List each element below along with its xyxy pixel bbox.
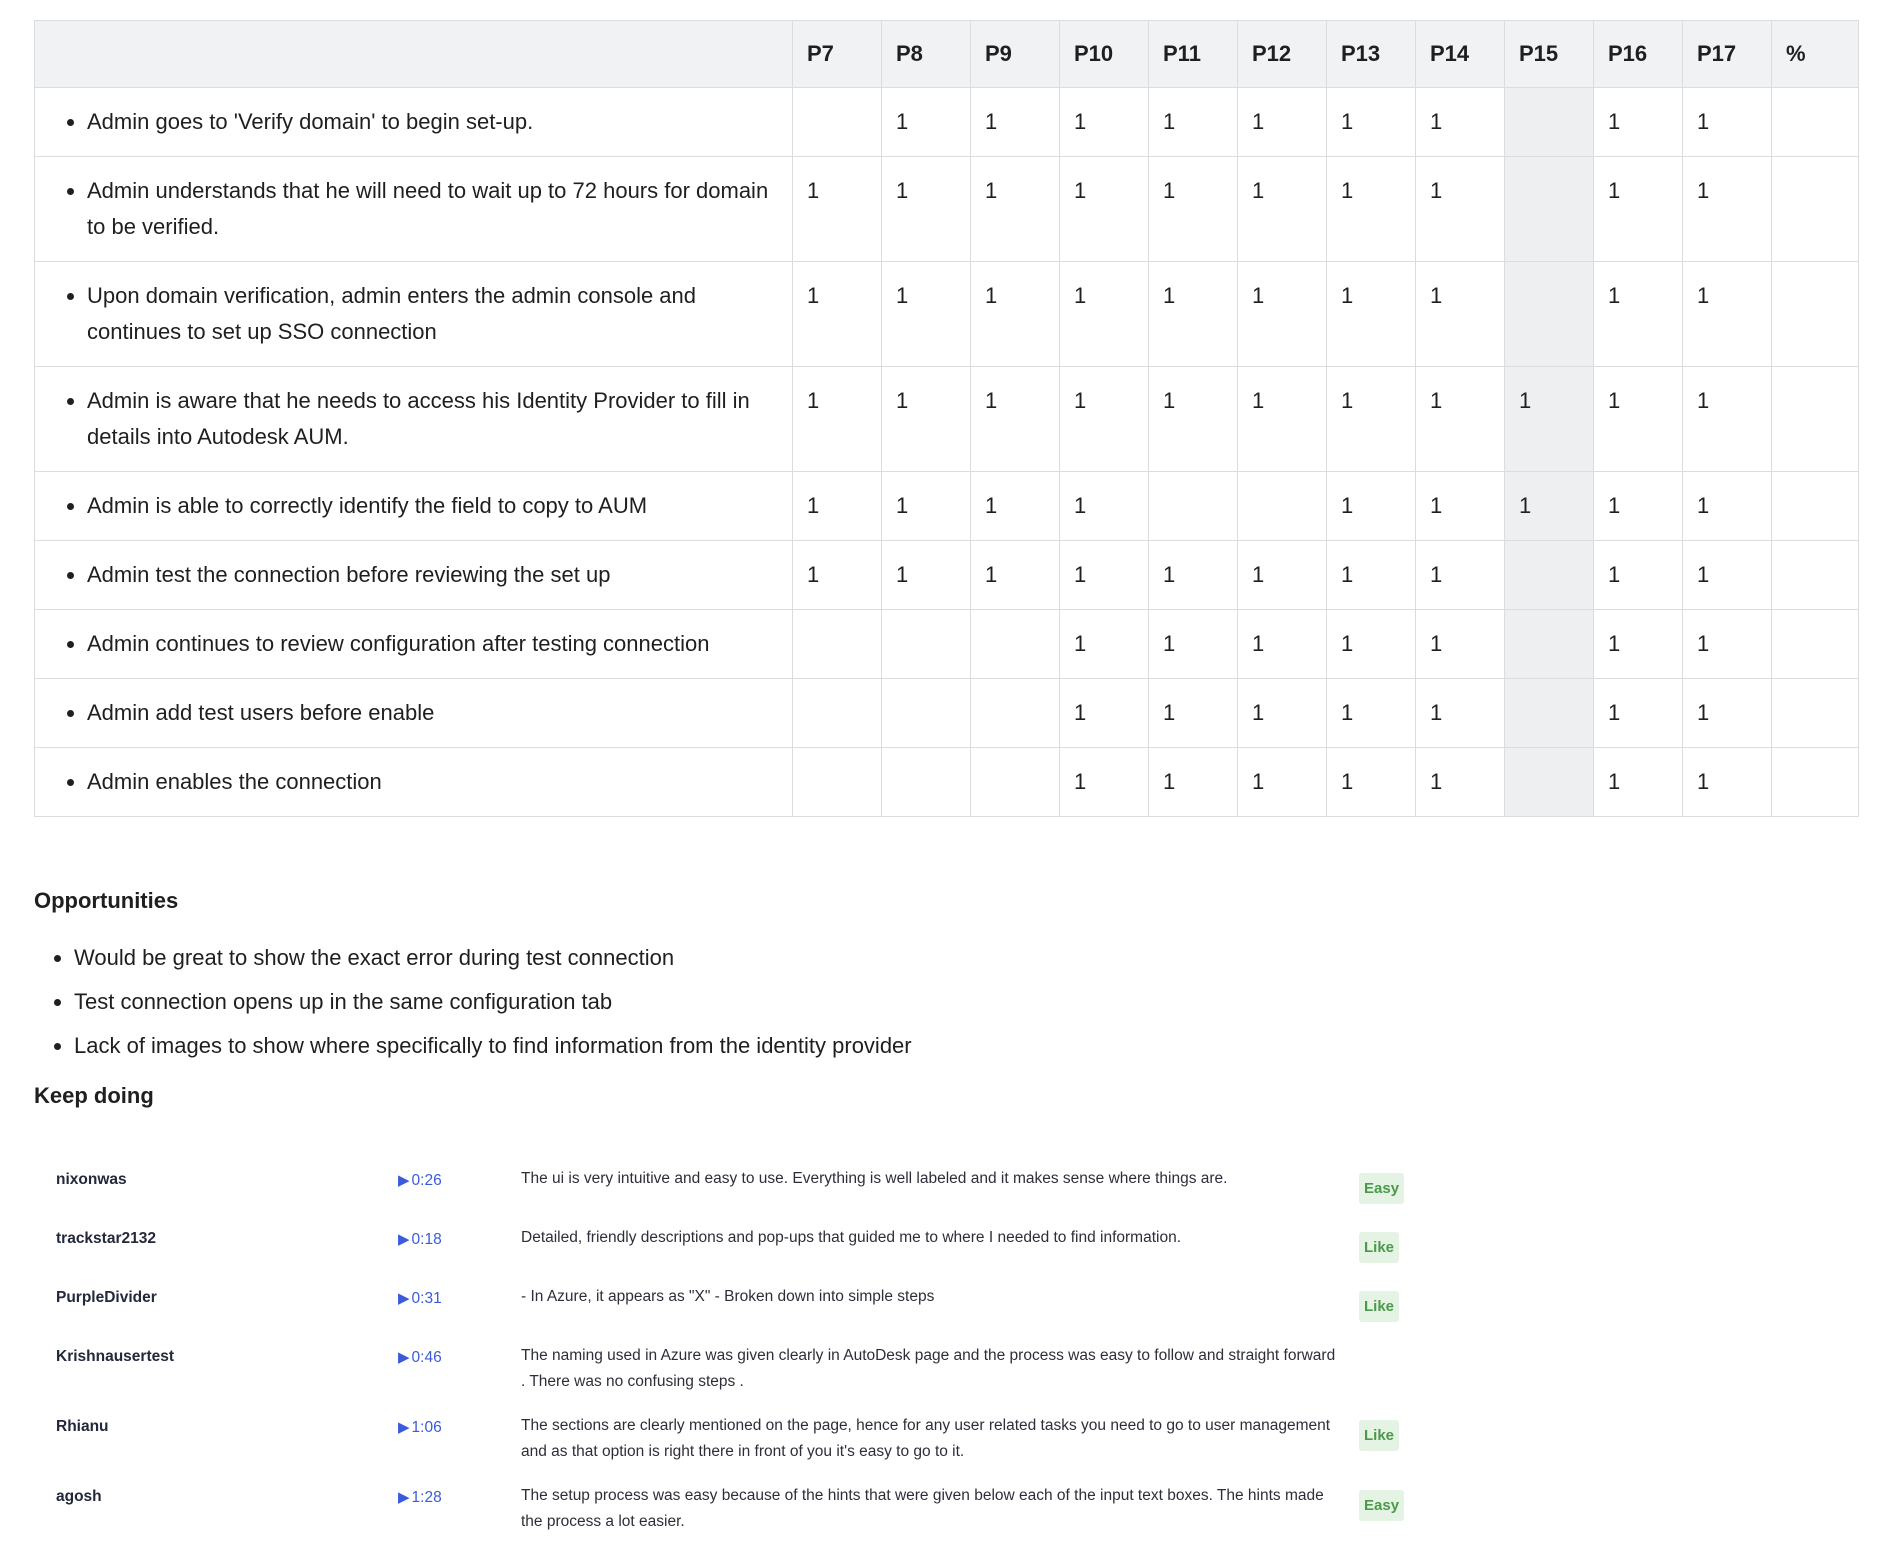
task-text: • Admin continues to review configuration after testing connection: [87, 626, 772, 662]
task-cell: [35, 88, 793, 157]
task-text: • Admin is aware that he needs to access his Identity Provider to fill in details into Autodesk AUM.: [87, 383, 772, 455]
sentiment-tag: Easy: [1359, 1173, 1404, 1204]
value-cell: [882, 748, 971, 817]
play-icon: ▶: [398, 1172, 410, 1189]
value-cell: 1: [1327, 610, 1416, 679]
column-header-p14: P14: [1416, 21, 1505, 88]
feedback-row: [56, 1165, 1456, 1224]
feedback-quote: Detailed, friendly descriptions and pop-ups that guided me to where I needed to find information.: [521, 1229, 1182, 1246]
feedback-quote: The setup process was easy because of the hints that were given below each of the input text boxes. The hints made the process a lot easier.: [521, 1487, 1324, 1530]
value-cell: 1: [1060, 541, 1149, 610]
value-cell: 1: [1416, 610, 1505, 679]
value-cell: [1772, 679, 1859, 748]
play-icon: ▶: [398, 1231, 410, 1248]
value-cell: 1: [1683, 472, 1772, 541]
value-cell: 1: [1416, 541, 1505, 610]
value-cell: 1: [971, 472, 1060, 541]
table-row: [35, 748, 1859, 817]
column-header-p15: P15: [1505, 21, 1594, 88]
clip-timestamp: 0:26: [411, 1172, 442, 1189]
clip-timestamp: 1:28: [411, 1489, 442, 1506]
value-cell: 1: [793, 472, 882, 541]
task-cell: [35, 472, 793, 541]
value-cell: 1: [1327, 88, 1416, 157]
value-cell: 1: [1060, 610, 1149, 679]
task-cell: [35, 679, 793, 748]
table-row: [35, 88, 1859, 157]
play-icon: ▶: [398, 1290, 410, 1307]
value-cell: 1: [1060, 157, 1149, 262]
value-cell: 1: [1416, 157, 1505, 262]
sentiment-tag: Easy: [1359, 1490, 1404, 1521]
value-cell: 1: [1416, 367, 1505, 472]
feedback-row: [56, 1482, 1456, 1542]
value-cell: 1: [1505, 367, 1594, 472]
value-cell: 1: [1594, 610, 1683, 679]
value-cell: 1: [1594, 157, 1683, 262]
value-cell: 1: [1060, 262, 1149, 367]
value-cell: 1: [1238, 541, 1327, 610]
value-cell: 1: [1238, 367, 1327, 472]
value-cell: 1: [1149, 88, 1238, 157]
value-cell: 1: [1238, 157, 1327, 262]
value-cell: 1: [1416, 679, 1505, 748]
sentiment-tag: Like: [1359, 1232, 1399, 1263]
value-cell: 1: [1060, 679, 1149, 748]
play-icon: ▶: [398, 1349, 410, 1366]
value-cell: 1: [1238, 262, 1327, 367]
value-cell: 1: [1149, 610, 1238, 679]
value-cell: 1: [1327, 367, 1416, 472]
play-clip-link[interactable]: [398, 1165, 521, 1190]
value-cell: 1: [1594, 679, 1683, 748]
value-cell: 1: [1683, 541, 1772, 610]
value-cell: 1: [1327, 541, 1416, 610]
value-cell: 1: [1416, 262, 1505, 367]
keep-doing-list: [56, 1165, 1456, 1542]
value-cell: 1: [1594, 472, 1683, 541]
value-cell: 1: [882, 262, 971, 367]
value-cell: [1505, 748, 1594, 817]
play-icon: ▶: [398, 1419, 410, 1436]
value-cell: 1: [1149, 367, 1238, 472]
value-cell: [971, 610, 1060, 679]
table-row: [35, 262, 1859, 367]
clip-timestamp: 0:18: [411, 1231, 442, 1248]
task-text: • Admin test the connection before reviewing the set up: [87, 557, 772, 593]
feedback-quote: The sections are clearly mentioned on the page, hence for any user related tasks you need to go to user management and as that option is right there in front of you it's easy to go to it.: [521, 1417, 1331, 1460]
value-cell: 1: [1060, 88, 1149, 157]
value-cell: 1: [1327, 157, 1416, 262]
task-cell: [35, 610, 793, 679]
value-cell: 1: [882, 541, 971, 610]
table-row: [35, 541, 1859, 610]
value-cell: 1: [882, 472, 971, 541]
column-header-percent: %: [1772, 21, 1859, 88]
value-cell: 1: [1683, 157, 1772, 262]
column-header-p7: P7: [793, 21, 882, 88]
value-cell: 1: [1149, 541, 1238, 610]
clip-timestamp: 1:06: [411, 1419, 442, 1436]
value-cell: [793, 610, 882, 679]
clip-timestamp: 0:46: [411, 1349, 442, 1366]
value-cell: [1505, 262, 1594, 367]
value-cell: 1: [1683, 262, 1772, 367]
value-cell: 1: [1238, 610, 1327, 679]
value-cell: 1: [1683, 748, 1772, 817]
value-cell: [1505, 610, 1594, 679]
value-cell: 1: [1149, 748, 1238, 817]
sentiment-tag: Like: [1359, 1420, 1399, 1451]
value-cell: [793, 679, 882, 748]
feedback-row: [56, 1342, 1456, 1412]
value-cell: 1: [1683, 88, 1772, 157]
participant-name: agosh: [56, 1488, 102, 1505]
value-cell: 1: [882, 88, 971, 157]
opportunities-heading: Opportunities: [34, 888, 179, 913]
value-cell: 1: [1327, 262, 1416, 367]
table-row: [35, 610, 1859, 679]
value-cell: [793, 748, 882, 817]
value-cell: 1: [971, 88, 1060, 157]
value-cell: 1: [1416, 88, 1505, 157]
value-cell: 1: [1238, 88, 1327, 157]
table-row: [35, 679, 1859, 748]
value-cell: 1: [793, 367, 882, 472]
task-text: • Admin is able to correctly identify the field to copy to AUM: [87, 488, 772, 524]
value-cell: 1: [1238, 748, 1327, 817]
value-cell: 1: [1327, 679, 1416, 748]
value-cell: 1: [793, 262, 882, 367]
column-header-p13: P13: [1327, 21, 1416, 88]
list-item: • Test connection opens up in the same configuration tab: [74, 980, 912, 1024]
play-clip-link[interactable]: [398, 1224, 521, 1249]
participant-name: Rhianu: [56, 1418, 109, 1435]
value-cell: 1: [971, 157, 1060, 262]
value-cell: 1: [1238, 679, 1327, 748]
task-cell: [35, 748, 793, 817]
table-row: [35, 367, 1859, 472]
value-cell: 1: [971, 367, 1060, 472]
sentiment-tag: Like: [1359, 1291, 1399, 1322]
clip-timestamp: 0:31: [411, 1290, 442, 1307]
feedback-quote: - In Azure, it appears as "X" - Broken down into simple steps: [521, 1288, 935, 1305]
value-cell: 1: [882, 157, 971, 262]
value-cell: 1: [1683, 610, 1772, 679]
value-cell: [882, 610, 971, 679]
value-cell: 1: [1505, 472, 1594, 541]
participant-name: nixonwas: [56, 1171, 127, 1188]
value-cell: 1: [1594, 541, 1683, 610]
task-cell: [35, 262, 793, 367]
column-header-p17: P17: [1683, 21, 1772, 88]
value-cell: 1: [971, 262, 1060, 367]
play-clip-link[interactable]: [398, 1283, 521, 1308]
feedback-quote: The ui is very intuitive and easy to use. Everything is well labeled and it makes sense where things are.: [521, 1170, 1228, 1187]
opportunities-list: [34, 936, 912, 1068]
play-clip-link[interactable]: [398, 1482, 521, 1507]
value-cell: [1772, 262, 1859, 367]
value-cell: 1: [793, 157, 882, 262]
value-cell: 1: [1327, 748, 1416, 817]
value-cell: 1: [1594, 748, 1683, 817]
value-cell: 1: [1060, 367, 1149, 472]
value-cell: 1: [882, 367, 971, 472]
value-cell: 1: [1683, 367, 1772, 472]
list-item: • Would be great to show the exact error during test connection: [74, 936, 912, 980]
value-cell: [1505, 88, 1594, 157]
value-cell: 1: [1594, 88, 1683, 157]
task-text: • Admin add test users before enable: [87, 695, 772, 731]
task-cell: [35, 367, 793, 472]
participant-name: Krishnausertest: [56, 1348, 175, 1365]
value-cell: [1149, 472, 1238, 541]
value-cell: 1: [1149, 679, 1238, 748]
value-cell: 1: [1594, 262, 1683, 367]
column-header-p8: P8: [882, 21, 971, 88]
list-item: • Lack of images to show where specifically to find information from the identity provider: [74, 1024, 912, 1068]
value-cell: [971, 748, 1060, 817]
value-cell: [882, 679, 971, 748]
value-cell: 1: [1060, 748, 1149, 817]
column-header-p16: P16: [1594, 21, 1683, 88]
column-header-p9: P9: [971, 21, 1060, 88]
column-header-task: [35, 21, 793, 88]
play-icon: ▶: [398, 1489, 410, 1506]
value-cell: [1772, 472, 1859, 541]
value-cell: 1: [1149, 262, 1238, 367]
value-cell: [1772, 610, 1859, 679]
value-cell: 1: [971, 541, 1060, 610]
column-header-p12: P12: [1238, 21, 1327, 88]
task-cell: [35, 157, 793, 262]
table-header-row: [35, 21, 1859, 88]
column-header-p11: P11: [1149, 21, 1238, 88]
feedback-row: [56, 1224, 1456, 1283]
value-cell: 1: [1594, 367, 1683, 472]
play-clip-link[interactable]: [398, 1342, 521, 1367]
play-clip-link[interactable]: [398, 1412, 521, 1437]
value-cell: [1505, 541, 1594, 610]
table-row: [35, 472, 1859, 541]
value-cell: [1772, 748, 1859, 817]
feedback-row: [56, 1283, 1456, 1342]
participant-name: trackstar2132: [56, 1230, 156, 1247]
value-cell: 1: [793, 541, 882, 610]
feedback-quote: The naming used in Azure was given clearly in AutoDesk page and the process was easy to follow and straight forward . There was no confusing steps .: [521, 1347, 1336, 1390]
keep-doing-heading: Keep doing: [34, 1083, 154, 1108]
participant-name: PurpleDivider: [56, 1289, 157, 1306]
column-header-p10: P10: [1060, 21, 1149, 88]
value-cell: [793, 88, 882, 157]
value-cell: 1: [1416, 472, 1505, 541]
task-text: • Admin goes to 'Verify domain' to begin set-up.: [87, 104, 772, 140]
task-cell: [35, 541, 793, 610]
value-cell: [1505, 157, 1594, 262]
value-cell: [1772, 157, 1859, 262]
value-cell: [1772, 541, 1859, 610]
task-text: • Admin enables the connection: [87, 764, 772, 800]
value-cell: [1772, 367, 1859, 472]
task-text: • Admin understands that he will need to wait up to 72 hours for domain to be verified.: [87, 173, 772, 245]
value-cell: [971, 679, 1060, 748]
value-cell: 1: [1683, 679, 1772, 748]
table-row: [35, 157, 1859, 262]
value-cell: [1238, 472, 1327, 541]
task-matrix-table: [34, 20, 1859, 817]
task-text: • Upon domain verification, admin enters the admin console and continues to set up SSO connection: [87, 278, 772, 350]
feedback-row: [56, 1412, 1456, 1482]
value-cell: [1772, 88, 1859, 157]
value-cell: 1: [1327, 472, 1416, 541]
table-body: [35, 88, 1859, 817]
value-cell: 1: [1149, 157, 1238, 262]
value-cell: 1: [1060, 472, 1149, 541]
value-cell: [1505, 679, 1594, 748]
value-cell: 1: [1416, 748, 1505, 817]
